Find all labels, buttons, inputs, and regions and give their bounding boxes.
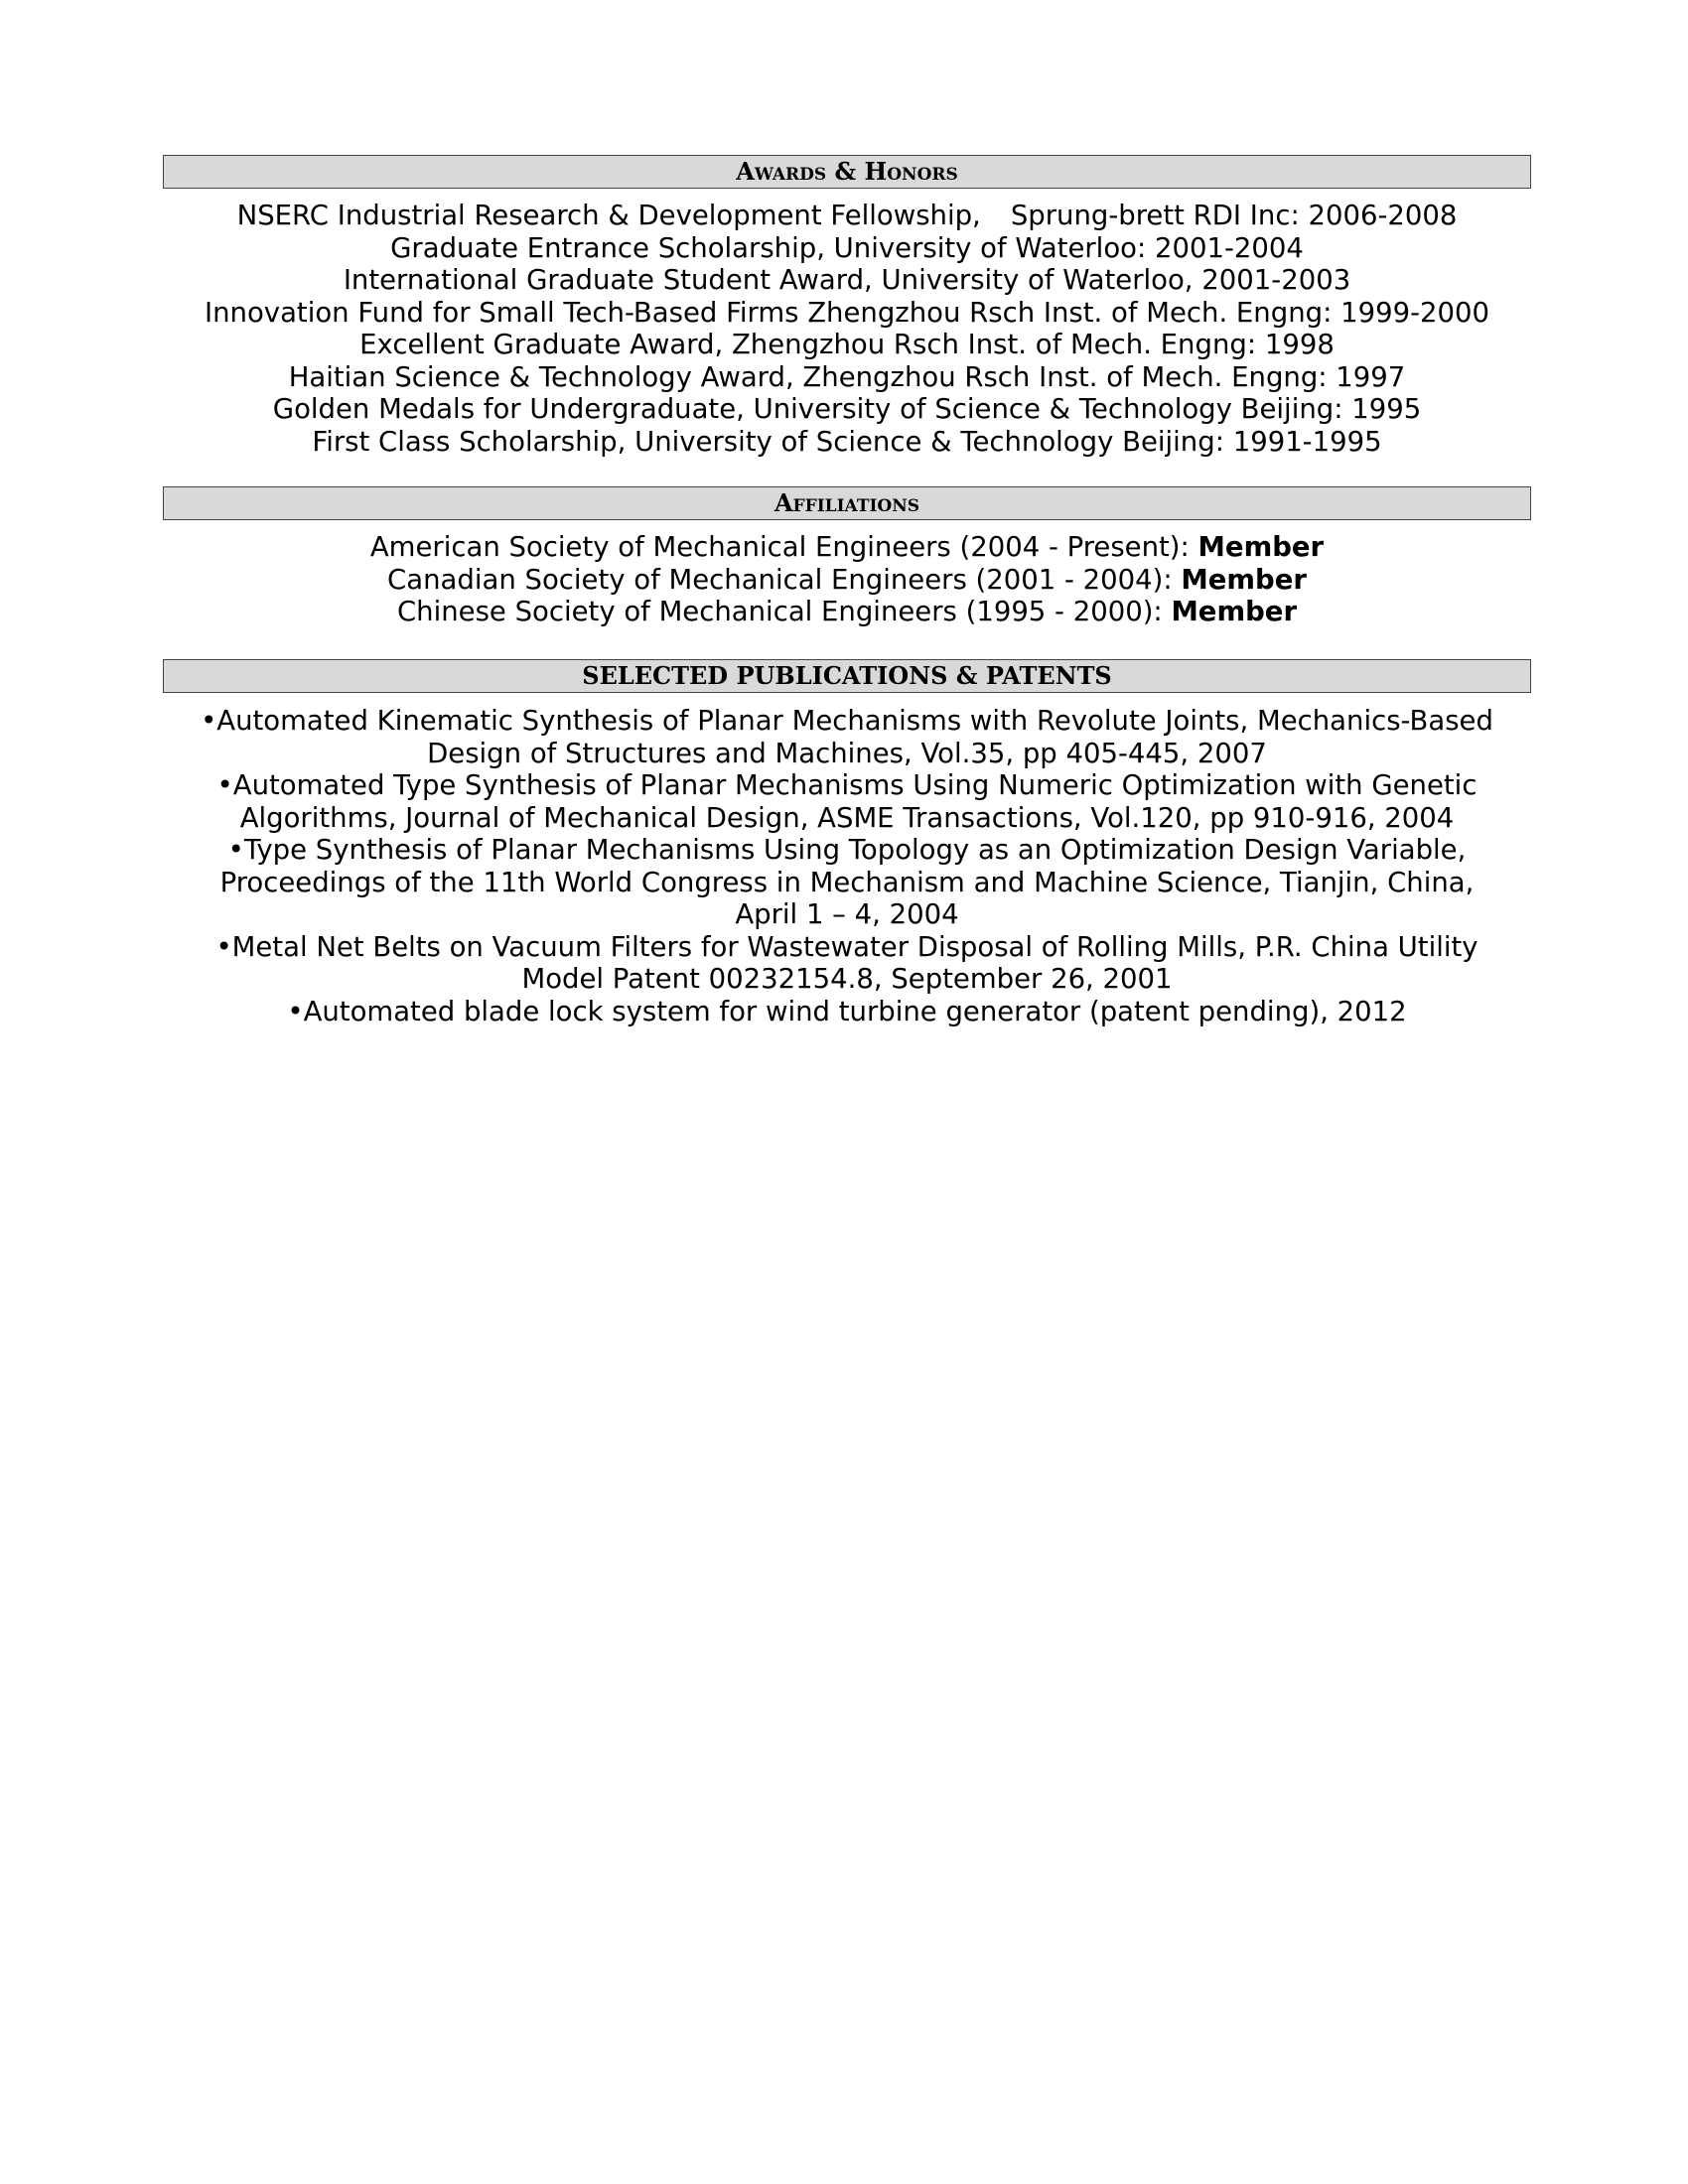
affiliation-item: Chinese Society of Mechanical Engineers (1995 - 2000): Member bbox=[396, 596, 1298, 627]
affiliation-item: American Society of Mechanical Engineers (2004 - Present): Member bbox=[369, 531, 1325, 563]
publications-list bbox=[163, 705, 1531, 1027]
award-item: Graduate Entrance Scholarship, University of Waterloo: 2001-2004 bbox=[390, 231, 1304, 264]
publication-item: •Metal Net Belts on Vacuum Filters for Wastewater Disposal of Rolling Mills, P.R. China Utility Model Patent 00232154.8, September 26, 2001 bbox=[215, 930, 1478, 995]
publication-item: •Automated blade lock system for wind turbine generator (patent pending), 2012 bbox=[287, 995, 1407, 1027]
award-item: Golden Medals for Undergraduate, University of Science & Technology Beijing: 1995 bbox=[272, 393, 1422, 425]
publication-item: •Type Synthesis of Planar Mechanisms Using Topology as an Optimization Design Variable, Proceedings of the 11th World Congress in Mechanism and Machine Science, Tianjin, China, April 1 – 4, 2004 bbox=[219, 834, 1475, 930]
affiliations-list bbox=[163, 531, 1531, 628]
affiliations-section-header: Affiliations bbox=[163, 486, 1531, 520]
affiliation-role: Member bbox=[1171, 596, 1298, 627]
publication-item: •Automated Type Synthesis of Planar Mechanisms Using Numeric Optimization with Genetic Algorithms, Journal of Mechanical Design, ASME Transactions, Vol.120, pp 910-916, 2004 bbox=[216, 769, 1477, 834]
affiliation-role: Member bbox=[1181, 563, 1307, 596]
award-item: Excellent Graduate Award, Zhengzhou Rsch Inst. of Mech. Engng: 1998 bbox=[359, 329, 1335, 360]
award-item: International Graduate Student Award, University of Waterloo, 2001-2003 bbox=[343, 264, 1351, 296]
affiliation-item: Canadian Society of Mechanical Engineers (2001 - 2004): Member bbox=[387, 563, 1307, 596]
award-item: First Class Scholarship, University of Science & Technology Beijing: 1991-1995 bbox=[312, 425, 1382, 458]
award-item: NSERC Industrial Research & Development Fellowship, Sprung-brett RDI Inc: 2006-2008 bbox=[236, 200, 1458, 231]
awards-list bbox=[163, 200, 1531, 458]
award-item: Haitian Science & Technology Award, Zhengzhou Rsch Inst. of Mech. Engng: 1997 bbox=[288, 360, 1406, 393]
awards-section-header: Awards & Honors bbox=[163, 155, 1531, 189]
award-item: Innovation Fund for Small Tech-Based Firms Zhengzhou Rsch Inst. of Mech. Engng: 1999-2000 bbox=[205, 296, 1489, 329]
publications-section-header: SELECTED PUBLICATIONS & PATENTS bbox=[163, 659, 1531, 693]
publication-item: •Automated Kinematic Synthesis of Planar Mechanisms with Revolute Joints, Mechanics-Based Design of Structures and Machines, Vol.35, pp 405-445, 2007 bbox=[201, 705, 1493, 769]
affiliation-role: Member bbox=[1197, 531, 1325, 563]
